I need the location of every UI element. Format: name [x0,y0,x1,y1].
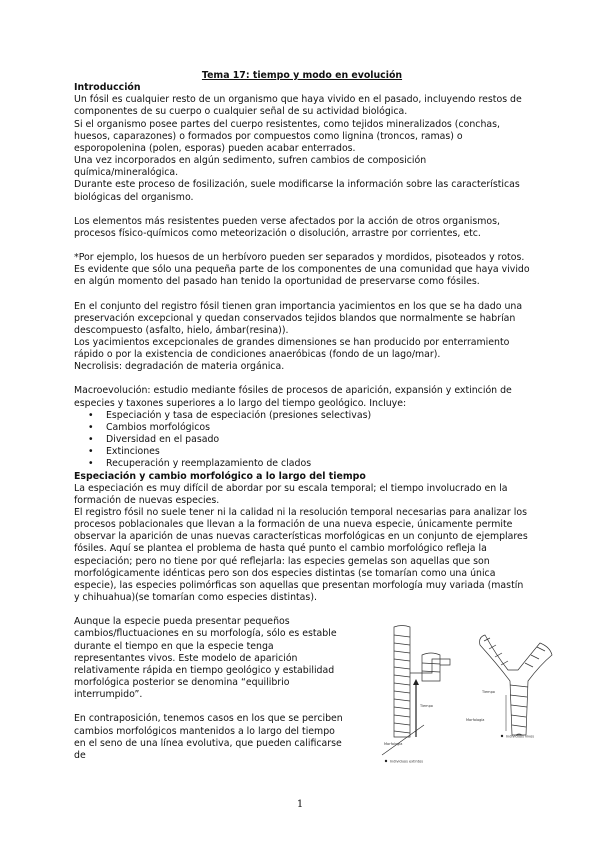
paragraph: Un fósil es cualquier resto de un organismo que haya vivido en el pasado, incluyendo restos de componentes de su cuerpo o cualquier señal de su actividad biológica. [74,94,522,118]
page-title: Tema 17: tiempo y modo en evolución [201,70,403,81]
paragraph: La especiación es muy difícil de abordar por su escala temporal; el tiempo involucrado en la formación de nuevas especies. [74,482,508,506]
page-number: 1 [296,799,304,810]
list-item: • Especiación y tasa de especiación (presiones selectivas) [88,410,530,422]
right-axis-label: Morfología [466,718,485,722]
right-legend-label: Individuos vivos [506,734,535,739]
paragraph: En el conjunto del registro fósil tienen gran importancia yacimientos en los que se ha dado una preservación excepcional y quedan conservados tejidos blandos que normalmente se habrían descompuesto (asfalto, hielo, ámbar(resina)). [74,300,523,336]
paragraph: Durante este proceso de fosilización, suele modificarse la información sobre las características biológicas del organismo. [74,179,520,203]
paragraph: Una vez incorporados en algún sedimento, sufren cambios de composición química/mineralógica. [74,155,427,179]
section-heading: Especiación y cambio morfológico a lo largo del tiempo [74,470,366,482]
bullet-list [74,410,530,471]
arrow-icon [413,679,419,685]
left-time-label: Tiempo [420,704,433,708]
paragraph: *Por ejemplo, los huesos de un herbívoro pueden ser separados y mordidos, pisoteados y rotos. [74,252,525,264]
right-lineage-diagram [480,635,552,735]
legend-dot [501,735,503,737]
paragraph: El registro fósil no suele tener ni la calidad ni la resolución temporal necesarias para analizar los procesos poblacionales que llevan a la formación de una nueva especie, únicamente permite observar la aparición de unas nuevas características morfológicas en un conjunto de ejemplares fósiles. Aquí se plantea el problema de hasta qué punto el cambio morfológico refleja la especiación; pero no tiene por qué reflejarla: las especies gemelas son aquellas que son morfológicamente idénticas pero son dos especies distintas (se tomarían como una única especie), las especies polimórficas son aquellas que presentan morfología muy variada (mastín y chihuahua)(se tomarían como especies distintas). [74,507,528,604]
left-axis-label: Morfología [384,742,403,746]
list-item: • Diversidad en el pasado [88,434,530,446]
right-time-label: Tiempo [482,690,495,694]
paragraph: Necrolisis: degradación de materia orgánica. [74,361,285,373]
list-item: • Extinciones [88,446,530,458]
list-item: • Cambios morfológicos [88,422,530,434]
paragraph: Los elementos más resistentes pueden verse afectados por la acción de otros organismos, procesos físico-químicos como meteorización o disolución, arrastre por corrientes, etc. [74,215,500,239]
evolution-models-figure [380,625,560,765]
list-item: • Recuperación y reemplazamiento de clados [88,458,530,470]
paragraph: Macroevolución: estudio mediante fósiles de procesos de aparición, expansión y extinción de especies y taxones superiores a lo largo del tiempo geológico. Incluye: [74,385,512,409]
legend-dot [385,760,387,762]
paragraph: Si el organismo posee partes del cuerpo resistentes, como tejidos mineralizados (conchas, huesos, caparazones) o formados por compuestos como lignina (troncos, ramas) o esporopolenina (polen, esporas) pueden acabar enterrados. [74,118,500,154]
paragraph: Es evidente que sólo una pequeña parte de los componentes de una comunidad que haya vivido en algún momento del pasado han tenido la oportunidad de preservarse como fósiles. [74,264,530,288]
intro-heading: Introducción [74,82,141,94]
left-lineage-diagram [394,626,450,738]
paragraph: En contraposición, tenemos casos en los que se perciben cambios morfológicos mantenidos a lo largo del tiempo en el seno de una línea evolutiva, que pueden calificarse de [74,713,343,761]
left-legend-label: Individuos extintos [390,759,424,764]
paragraph: Aunque la especie pueda presentar pequeños cambios/fluctuaciones en su morfología, sólo es estable durante el tiempo en que la especie tenga representantes vivos. Este modelo de aparición relativamente rápida en tiempo geológico y estabilidad morfológica posterior se denomina “equilibrio interrumpido”. [74,616,337,701]
paragraph: Los yacimientos excepcionales de grandes dimensiones se han producido por enterramiento rápido o por la existencia de condiciones anaeróbicas (fondo de un lago/mar). [74,336,510,361]
morphology-axis-line [382,725,424,755]
